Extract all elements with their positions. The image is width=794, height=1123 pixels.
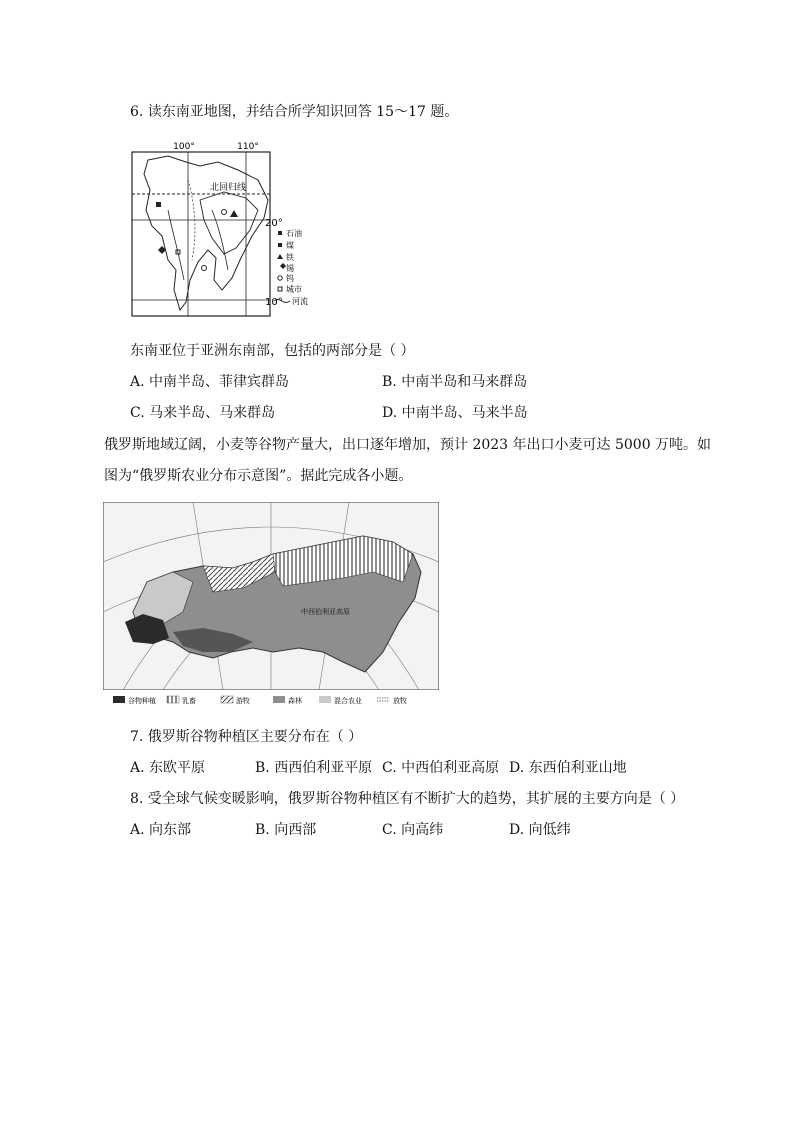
question-6-sub: 东南亚位于亚洲东南部，包括的两部分是（ ） bbox=[130, 343, 415, 359]
russia-agriculture-map bbox=[103, 502, 439, 708]
iron-symbol-icon bbox=[277, 254, 283, 259]
dairy-swatch-icon bbox=[167, 696, 179, 703]
lat-20-label: 20° bbox=[265, 218, 283, 229]
q7-option-c[interactable]: C. 中西伯利亚高原 bbox=[382, 760, 500, 776]
legend-iron: 铁 bbox=[286, 253, 294, 262]
lon-100-label: 100° bbox=[173, 142, 195, 152]
q8-option-a[interactable]: A. 向东部 bbox=[130, 822, 192, 838]
legend-coal: 煤 bbox=[286, 241, 294, 250]
q8-option-c[interactable]: C. 向高纬 bbox=[382, 822, 444, 838]
oil-symbol-icon bbox=[278, 231, 282, 235]
question-8-stem: 8. 受全球气候变暖影响，俄罗斯谷物种植区有不断扩大的趋势，其扩展的主要方向是（ ） bbox=[130, 791, 685, 807]
coal-symbol-icon bbox=[278, 243, 282, 247]
q7-option-d[interactable]: D. 东西伯利亚山地 bbox=[509, 760, 627, 776]
q7-option-b[interactable]: B. 西西伯利亚平原 bbox=[255, 760, 373, 776]
legend-tin: 锡 bbox=[286, 264, 294, 273]
q6-option-a[interactable]: A. 中南半岛、菲律宾群岛 bbox=[130, 374, 290, 390]
nomadic-swatch-icon bbox=[221, 696, 233, 703]
intro-line-2: 图为“俄罗斯农业分布示意图”。据此完成各小题。 bbox=[104, 468, 413, 484]
q8-option-b[interactable]: B. 向西部 bbox=[255, 822, 317, 838]
region-label-central-siberian-plateau: 中西伯利亚高原 bbox=[301, 608, 350, 616]
mixed-agriculture-swatch-icon bbox=[319, 696, 331, 703]
question-6-stem: 6. 读东南亚地图，并结合所学知识回答 15～17 题。 bbox=[130, 104, 459, 120]
legend-nomadic: 游牧 bbox=[236, 697, 250, 705]
question-7-stem: 7. 俄罗斯谷物种植区主要分布在（ ） bbox=[130, 729, 363, 745]
city-symbol-icon bbox=[278, 287, 282, 291]
tungsten-symbol-icon bbox=[278, 276, 282, 280]
tropic-label: 北回归线 bbox=[210, 183, 247, 193]
legend-tungsten: 钨 bbox=[286, 274, 294, 283]
lat-10-label: 10° bbox=[265, 297, 283, 308]
legend-mixed: 混合农业 bbox=[334, 697, 362, 705]
southeast-asia-map bbox=[128, 140, 328, 322]
q6-option-b[interactable]: B. 中南半岛和马来群岛 bbox=[382, 374, 528, 390]
lon-110-label: 110° bbox=[237, 142, 259, 152]
legend-grazing: 放牧 bbox=[393, 697, 407, 705]
q6-option-d[interactable]: D. 中南半岛、马来半岛 bbox=[382, 405, 528, 421]
q6-option-c[interactable]: C. 马来半岛、马来群岛 bbox=[130, 405, 276, 421]
legend-forest: 森林 bbox=[288, 697, 302, 705]
q8-option-d[interactable]: D. 向低纬 bbox=[509, 822, 571, 838]
grain-swatch-icon bbox=[113, 696, 125, 703]
forest-swatch-icon bbox=[273, 696, 285, 703]
q7-option-a[interactable]: A. 东欧平原 bbox=[130, 760, 206, 776]
legend-dairy: 乳畜 bbox=[182, 697, 196, 705]
legend-oil: 石油 bbox=[286, 229, 302, 238]
legend-grain: 谷物种植 bbox=[128, 697, 156, 705]
legend-city: 城市 bbox=[286, 285, 302, 294]
intro-line-1: 俄罗斯地域辽阔，小麦等谷物产量大，出口逐年增加，预计 2023 年出口小麦可达 5000 万吨。如 bbox=[104, 437, 712, 453]
legend-river: 河流 bbox=[292, 297, 308, 306]
